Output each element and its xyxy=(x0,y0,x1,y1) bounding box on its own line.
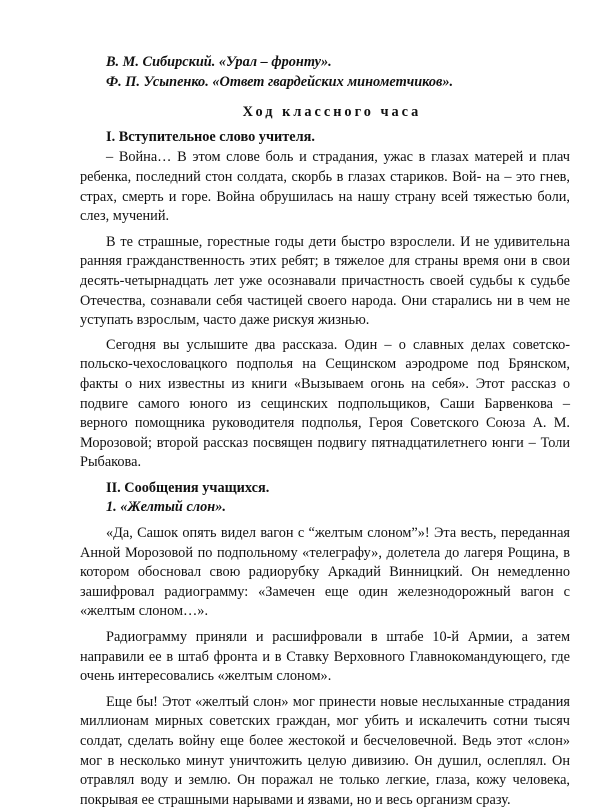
section-heading-intro: I. Вступительное слово учителя. xyxy=(106,128,315,145)
paragraph: – Война… В этом слове боль и страдания, ужас в глазах матерей и плач ребенка, последний стон солдата, скорбь в глазах стариков. Вой- на – это гнев, страх, смерть и горе. Война обрушилась на нашу страну всей тяжестью боли, слез, мучений. xyxy=(80,149,570,225)
reference-line: Ф. П. Усыпенко. «Ответ гвардейских минометчиков». xyxy=(106,73,454,90)
paragraph: Сегодня вы услышите два рассказа. Один – о славных делах советско-польско-чехословацкого подполья на Сещинском аэродроме под Брянском, факты о них известны из книги «Вызываем огонь на себя». Этот рассказ о подвиге самого юного из сещинских подпольщиков, Саши Барвенкова – верного помощника руководителя подполья, Героя Советского Союза А. М. Морозовой; второй рассказ посвящен подвигу пятнадцатилетнего юнги – Толи Рыбакова. xyxy=(80,336,570,471)
paragraph: «Да, Сашок опять видел вагон с “желтым слоном”»! Эта весть, переданная Анной Морозовой по подпольному «телеграфу», долетела до лагеря Рощина, в котором обосновал свою радиорубку Аркадий Винницкий. Он немедленно зашифровал радиограмму: «Замечен еще один железнодорожный вагон с «желтым слоном…». xyxy=(80,525,570,620)
paragraph: Радиограмму приняли и расшифровали в штабе 10-й Армии, а затем направили ее в штаб фронта и в Ставку Верховного Главнокомандующего, где очень интересовались «желтым слоном». xyxy=(80,629,570,685)
section-heading-reports: II. Сообщения учащихся. xyxy=(106,479,270,496)
page-content xyxy=(80,53,570,810)
subsection-heading: 1. «Желтый слон». xyxy=(106,499,226,516)
paragraph: Еще бы! Этот «желтый слон» мог принести новые неслыханные страдания миллионам мирных советских граждан, мог убить и искалечить сотни тысяч солдат, сделать войну еще более жестокой и бесчеловечной. Ведь этот «слон» мог в несколько минут уничтожить целую дивизию. Он душил, ослеплял. Он отравлял воду и землю. Он поражал не только легкие, глаза, кожу человека, покрывая ее страшными нарывами и язвами, но и весь организм сразу. xyxy=(80,693,570,808)
page-title: Ход классного часа xyxy=(242,104,422,121)
paragraph: В те страшные, горестные годы дети быстро взрослели. И не удивительна ранняя гражданственность этих ребят; в тяжелое для страны время они в свои десять-четырнадцать лет уже осознавали причастность своей судьбы к судьбе Отечества, сознавали себя частицей своего народа. Они старались ни в чем не уступать взрослым, часто даже рискуя жизнью. xyxy=(80,233,570,329)
reference-line: В. М. Сибирский. «Урал – фронту». xyxy=(106,54,332,70)
